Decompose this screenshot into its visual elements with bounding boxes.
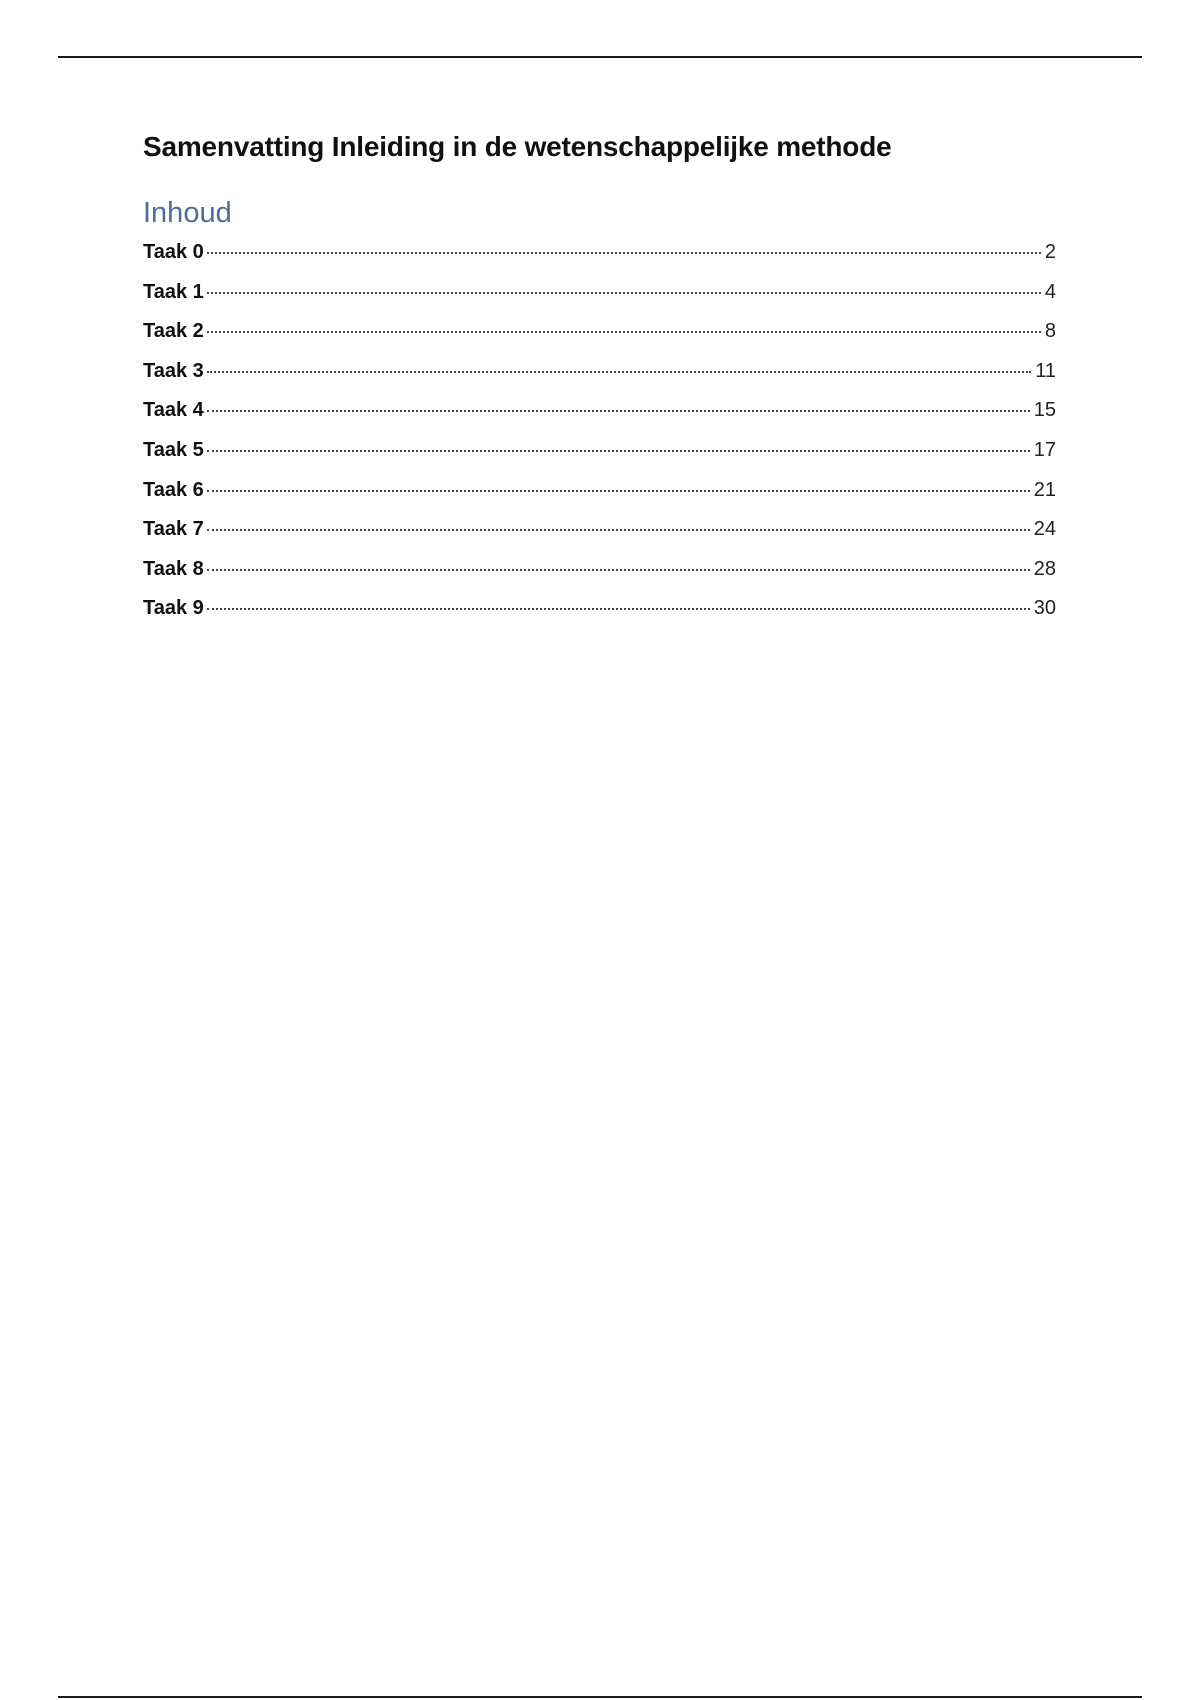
table-of-contents [143, 237, 1056, 633]
toc-entry-page: 17 [1033, 438, 1056, 461]
toc-entry-page: 21 [1033, 478, 1056, 501]
toc-dot-leader [207, 252, 1041, 254]
toc-entry-label: Taak 6 [143, 478, 204, 501]
toc-dot-leader [207, 569, 1030, 571]
toc-entry-page: 28 [1033, 557, 1056, 580]
toc-dot-leader [207, 450, 1030, 452]
toc-entry-label: Taak 7 [143, 518, 204, 541]
toc-entry-taak-7[interactable] [143, 514, 1056, 554]
toc-entry-page: 8 [1044, 320, 1056, 343]
toc-entry-page: 15 [1033, 399, 1056, 422]
toc-dot-leader [207, 371, 1031, 373]
toc-entry-page: 24 [1033, 518, 1056, 541]
toc-entry-label: Taak 0 [143, 241, 204, 263]
toc-entry-taak-1[interactable] [143, 277, 1056, 317]
toc-entry-label: Taak 4 [143, 399, 204, 422]
toc-entry-taak-4[interactable] [143, 395, 1056, 435]
toc-dot-leader [207, 410, 1030, 412]
toc-entry-taak-8[interactable] [143, 554, 1056, 594]
toc-entry-page: 4 [1044, 280, 1056, 303]
toc-entry-taak-0[interactable] [143, 237, 1056, 277]
toc-entry-taak-5[interactable] [143, 435, 1056, 475]
header-rule [58, 56, 1142, 58]
toc-entry-label: Taak 3 [143, 359, 204, 382]
toc-entry-label: Taak 9 [143, 597, 204, 620]
toc-entry-label: Taak 2 [143, 320, 204, 343]
toc-entry-label: Taak 8 [143, 557, 204, 580]
toc-dot-leader [207, 608, 1030, 610]
toc-entry-page: 30 [1033, 597, 1056, 620]
toc-dot-leader [207, 529, 1030, 531]
toc-heading: Inhoud [143, 197, 232, 229]
document-title: Samenvatting Inleiding in de wetenschappelijke methode [143, 131, 892, 162]
toc-entry-page: 11 [1035, 359, 1056, 382]
toc-dot-leader [207, 292, 1041, 294]
toc-entry-label: Taak 5 [143, 438, 204, 461]
toc-dot-leader [207, 490, 1030, 492]
toc-entry-taak-2[interactable] [143, 316, 1056, 356]
toc-entry-page: 2 [1044, 241, 1056, 263]
toc-entry-taak-6[interactable] [143, 475, 1056, 515]
toc-entry-label: Taak 1 [143, 280, 204, 303]
footer-rule [58, 1696, 1142, 1698]
toc-dot-leader [207, 331, 1041, 333]
toc-entry-taak-3[interactable] [143, 356, 1056, 396]
toc-entry-taak-9[interactable] [143, 593, 1056, 633]
